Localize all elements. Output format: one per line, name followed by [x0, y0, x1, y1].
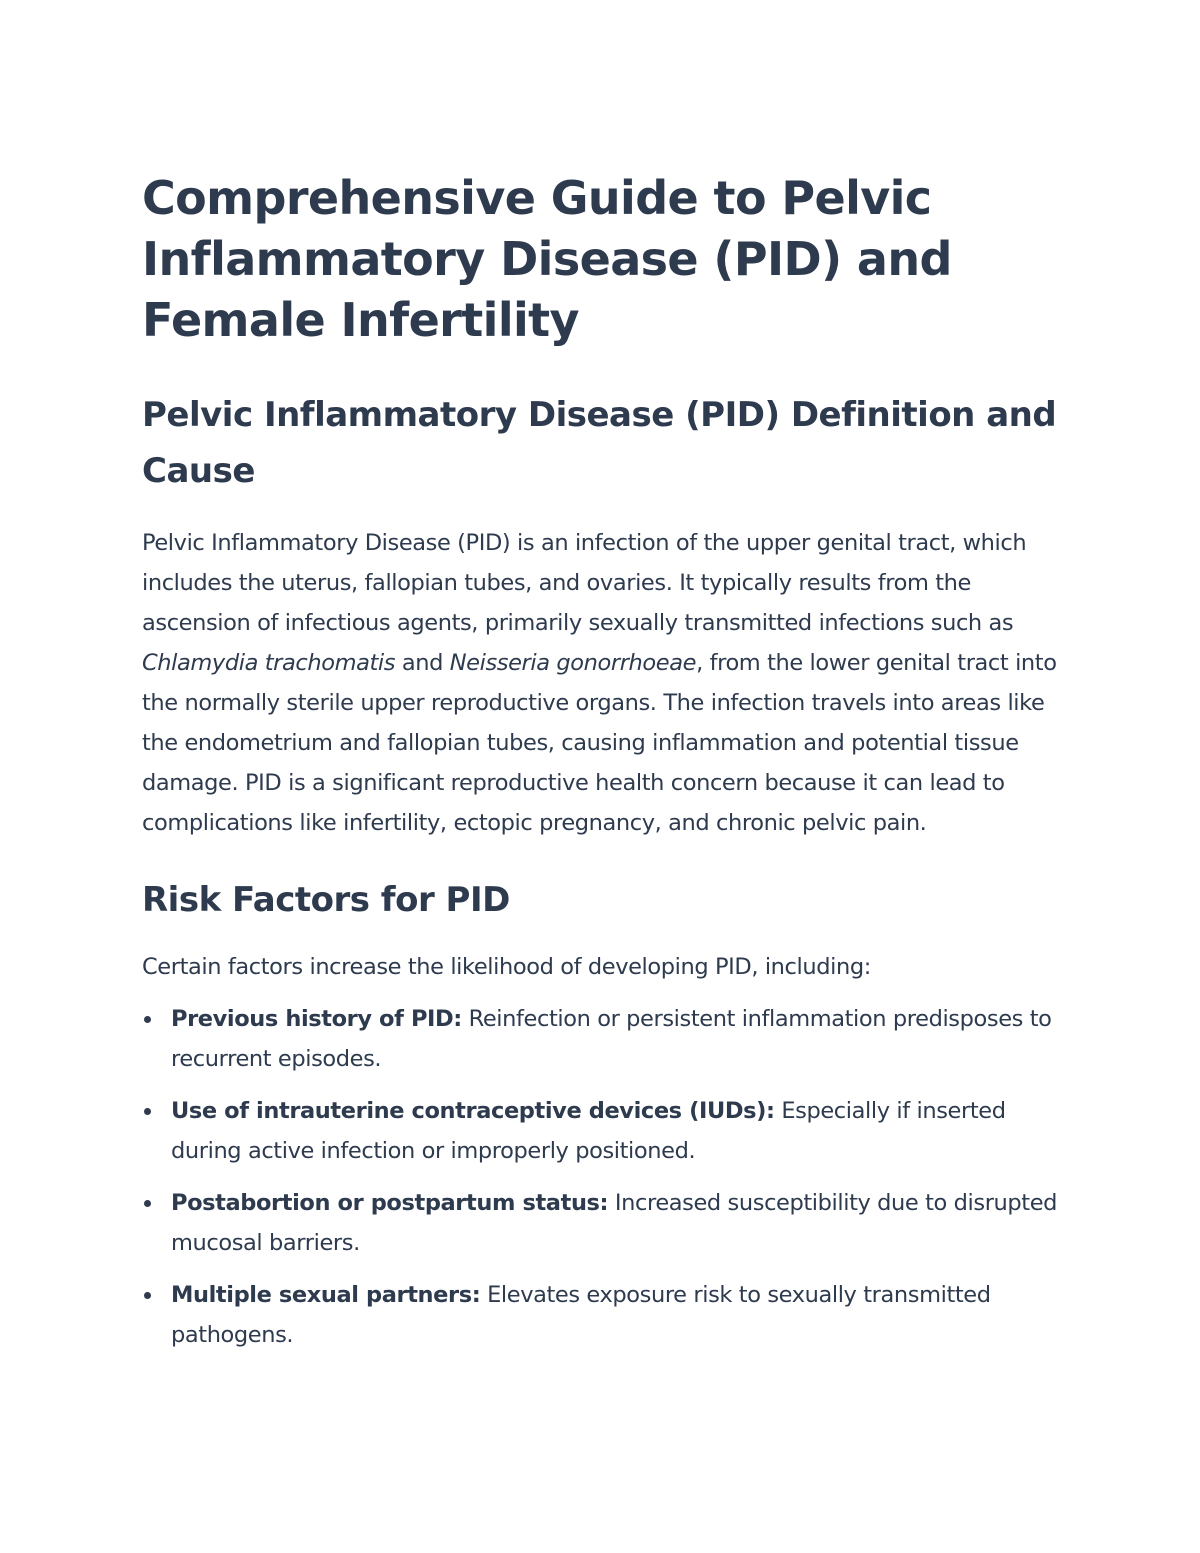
bullet-dot-icon: [144, 1108, 151, 1115]
risk-term: Use of intrauterine contraceptive devices (IUDs):: [171, 1098, 775, 1124]
definition-paragraph: [142, 523, 1072, 843]
list-item: [142, 1091, 1072, 1171]
risk-description: Elevates exposure risk to sexually transmitted pathogens.: [171, 1282, 991, 1348]
risk-factors-intro: Certain factors increase the likelihood of developing PID, including:: [142, 954, 871, 980]
definition-text-part1: Pelvic Inflammatory Disease (PID) is an infection of the upper genital tract, which includes the uterus, fallopian tubes, and ovaries. It typically results from the ascension of infectious agents, primarily sexually transmitted infections such as: [142, 530, 1027, 636]
bullet-dot-icon: [144, 1292, 151, 1299]
bullet-dot-icon: [144, 1200, 151, 1207]
document-page: [142, 168, 1072, 1367]
definition-text-part3: , from the lower genital tract into the normally sterile upper reproductive organs. The infection travels into areas like the endometrium and fallopian tubes, causing inflammation and potential tissue damage. PID is a significant reproductive health concern because it can lead to complications like infertility, ectopic pregnancy, and chronic pelvic pain.: [142, 650, 1057, 836]
risk-term: Previous history of PID:: [171, 1006, 462, 1032]
definition-text-part2: and: [395, 650, 450, 676]
list-item: [142, 999, 1072, 1079]
section-heading-risk-factors: Risk Factors for PID: [142, 880, 510, 920]
risk-description: Reinfection or persistent inflammation predisposes to recurrent episodes.: [171, 1006, 1052, 1072]
risk-term: Multiple sexual partners:: [171, 1282, 481, 1308]
risk-description: Especially if inserted during active infection or improperly positioned.: [171, 1098, 1006, 1164]
organism-neisseria: Neisseria gonorrhoeae: [449, 650, 697, 676]
list-item: [142, 1275, 1072, 1355]
risk-term: Postabortion or postpartum status:: [171, 1190, 609, 1216]
section-heading-definition: Pelvic Inflammatory Disease (PID) Definition and Cause: [142, 395, 1057, 491]
list-item: [142, 1183, 1072, 1263]
bullet-dot-icon: [144, 1016, 151, 1023]
organism-chlamydia: Chlamydia trachomatis: [142, 650, 396, 676]
risk-factors-list: [142, 999, 1072, 1355]
risk-description: Increased susceptibility due to disrupted mucosal barriers.: [171, 1190, 1058, 1256]
page-title: Comprehensive Guide to Pelvic Inflammatory Disease (PID) and Female Infertility: [142, 171, 952, 347]
